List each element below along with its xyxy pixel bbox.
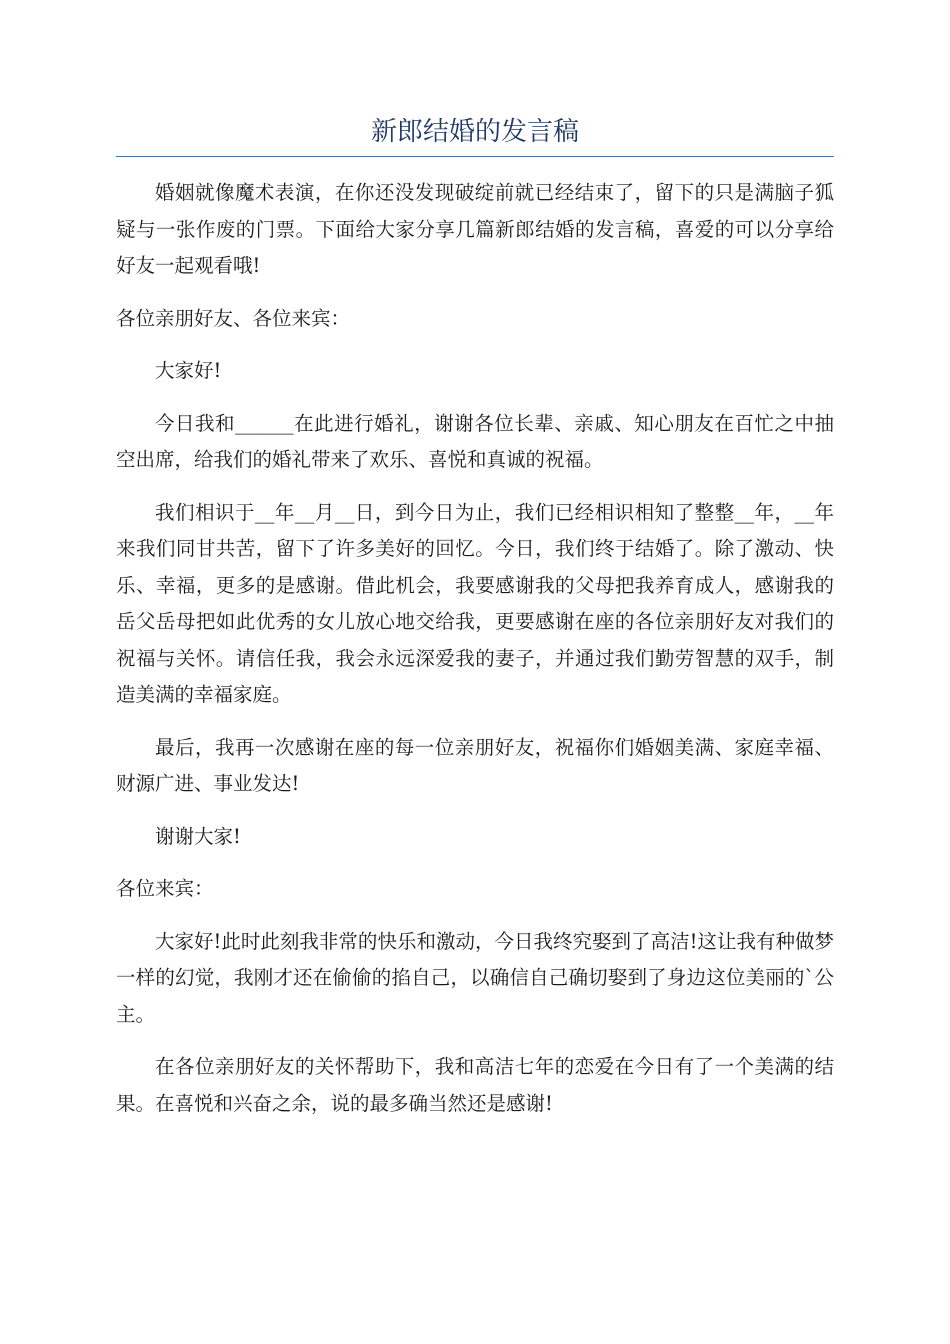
paragraph-salutation-2: 各位来宾： (116, 877, 214, 900)
paragraph-gratitude: 在各位亲朋好友的关怀帮助下，我和高洁七年的恋爱在今日有了一个美满的结果。在喜悦和兴奋之余，说的最多确当然还是感谢! (116, 1055, 834, 1115)
paragraph-greeting-2: 大家好!此时此刻我非常的快乐和激动，今日我终究娶到了高洁!这让我有种做梦一样的幻觉，我刚才还在偷偷的掐自己，以确信自己确切娶到了身边这位美丽的`公主。 (116, 929, 834, 1026)
paragraph-greeting-1: 大家好! (155, 359, 222, 382)
paragraph-story: 我们相识于__年__月__日，到今日为止，我们已经相识相知了整整__年，__年来我们同甘共苦，留下了许多美好的回忆。今日，我们终于结婚了。除了激动、快乐、幸福，更多的是感谢。借此机会，我要感谢我的父母把我养育成人，感谢我的岳父岳母把如此优秀的女儿放心地交给我，更要感谢在座的各位亲朋好友对我们的祝福与关怀。请信任我，我会永远深爱我的妻子，并通过我们勤劳智慧的双手，制造美满的幸福家庭。 (116, 500, 834, 706)
paragraph-closing-wish: 最后，我再一次感谢在座的每一位亲朋好友，祝福你们婚姻美满、家庭幸福、财源广进、事业发达! (116, 735, 834, 795)
paragraph-intro: 婚姻就像魔术表演，在你还没发现破绽前就已经结束了，留下的只是满脑子狐疑与一张作废的门票。下面给大家分享几篇新郎结婚的发言稿，喜爱的可以分享给好友一起观看哦! (116, 181, 834, 277)
document-title: 新郎结婚的发言稿 (370, 117, 579, 147)
paragraph-thanks-attendance: 今日我和______在此进行婚礼，谢谢各位长辈、亲戚、知心朋友在百忙之中抽空出席，给我们的婚礼带来了欢乐、喜悦和真诚的祝福。 (116, 411, 834, 471)
paragraph-salutation-1: 各位亲朋好友、各位来宾： (116, 306, 351, 330)
paragraph-thank-you: 谢谢大家! (155, 824, 241, 848)
title-underline (116, 156, 834, 157)
document-page (116, 110, 834, 1138)
